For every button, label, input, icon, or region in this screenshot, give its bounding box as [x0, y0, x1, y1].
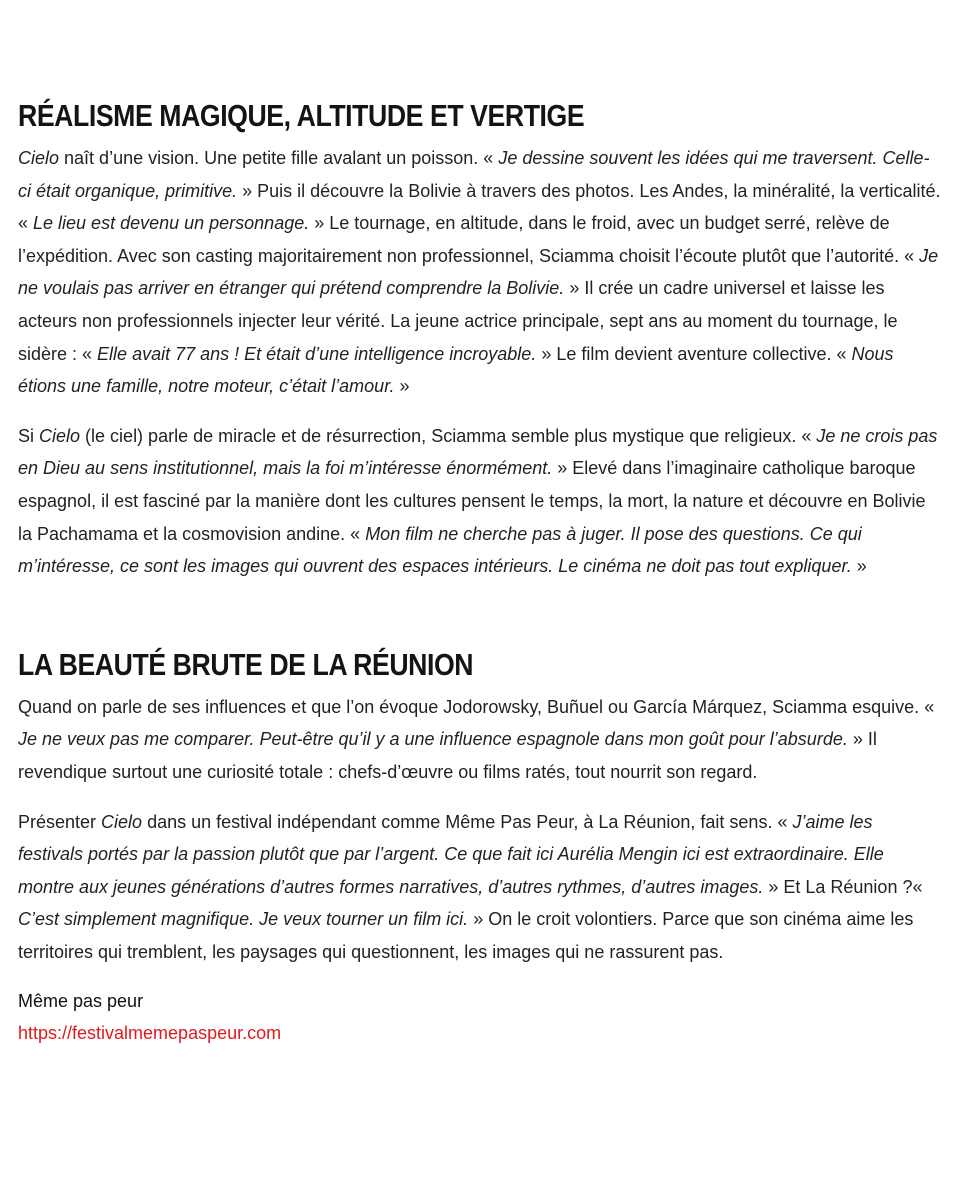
quote-run: Cielo [18, 148, 60, 168]
text-run: » On le croit volontiers. Parce que son cinéma aime les territoires qui tremblent, les paysages qui questionnent, les images qui ne rassurent pas. [18, 909, 914, 962]
section-title: LA BEAUTÉ BRUTE DE LA RÉUNION [18, 646, 474, 682]
text-run: » [394, 376, 410, 397]
text-run: » Il crée un cadre universel et laisse les acteurs non professionnels injecter leur vérité. La jeune actrice principale, sept ans au moment du tournage, le sidère : « [18, 278, 898, 364]
text-run: » Le tournage, en altitude, dans le froid, avec un budget serré, relève de l’expédition. Avec son casting majoritairement non professionnel, Sciamma choisit l’écoute plutôt que l’autorité. « [18, 213, 920, 266]
section-beaute-brute [18, 647, 942, 969]
text-run: Quand on parle de ses influences et que l’on évoque Jodorowsky, Buñuel ou García Márquez, Sciamma esquive. « [18, 696, 935, 717]
text-run: naît d’une vision. Une petite fille avalant un poisson. « [59, 148, 499, 168]
text-run: Si [18, 425, 40, 446]
paragraph [18, 420, 942, 583]
text-run: dans un festival indépendant comme Même Pas Peur, à La Réunion, fait sens. « [142, 811, 793, 832]
text-run: » Le film devient aventure collective. « [536, 343, 852, 364]
quote-run: C’est simplement magnifique. Je veux tourner un film ici. [18, 909, 469, 930]
text-run: » Puis il découvre la Bolivie à travers des photos. Les Andes, la minéralité, la verticalité. « [18, 180, 941, 234]
text-run: » Et La Réunion ?« [763, 876, 923, 897]
text-run: » [851, 556, 867, 577]
paragraph [18, 691, 942, 789]
festival-name: Même pas peur [18, 991, 144, 1012]
quote-run: Cielo [39, 425, 81, 446]
quote-run: J’aime les festivals portés par la passion plutôt que par l’argent. Ce que fait ici Aurélia Mengin ici est extraordinaire. Elle montre aux jeunes générations d’autres formes narratives, d’autres rythmes, d’autres images. [18, 811, 884, 897]
quote-run: Elle avait 77 ans ! Et était d’une intelligence incroyable. [97, 343, 537, 364]
text-run: » Elevé dans l’imaginaire catholique baroque espagnol, il est fasciné par la manière dont les cultures pensent le temps, la mort, la nature et découvre en Bolivie la Pachamama et la cosmovision andine. « [18, 458, 926, 544]
text-run: (le ciel) parle de miracle et de résurrection, Sciamma semble plus mystique que religieux. « [80, 425, 817, 446]
quote-run: Cielo [101, 811, 143, 832]
section-realisme-magique [18, 98, 942, 583]
quote-run: Mon film ne cherche pas à juger. Il pose des questions. Ce qui m’intéresse, ce sont les images qui ouvrent des espaces intérieurs. Le cinéma ne doit pas tout expliquer. [18, 523, 862, 577]
text-run: Présenter [18, 811, 102, 832]
quote-run: Je dessine souvent les idées qui me traversent. Celle-ci était organique, primitive. [18, 148, 930, 201]
paragraph [18, 142, 942, 403]
section-title: RÉALISME MAGIQUE, ALTITUDE ET VERTIGE [18, 98, 585, 133]
quote-run: Nous étions une famille, notre moteur, c’était l’amour. [18, 343, 894, 397]
quote-run: Je ne veux pas me comparer. Peut-être qu’il y a une influence espagnole dans mon goût pour l’absurde. [18, 729, 848, 750]
quote-run: Je ne crois pas en Dieu au sens institutionnel, mais la foi m’intéresse énormément. [18, 425, 938, 479]
quote-run: Je ne voulais pas arriver en étranger qui prétend comprendre la Bolivie. [18, 245, 939, 299]
paragraph [18, 806, 942, 969]
quote-run: Le lieu est devenu un personnage. [33, 213, 310, 234]
festival-link[interactable]: https://festivalmemepaspeur.com [18, 1023, 282, 1044]
text-run: » Il revendique surtout une curiosité totale : chefs-d’œuvre ou films ratés, tout nourrit son regard. [18, 729, 877, 782]
